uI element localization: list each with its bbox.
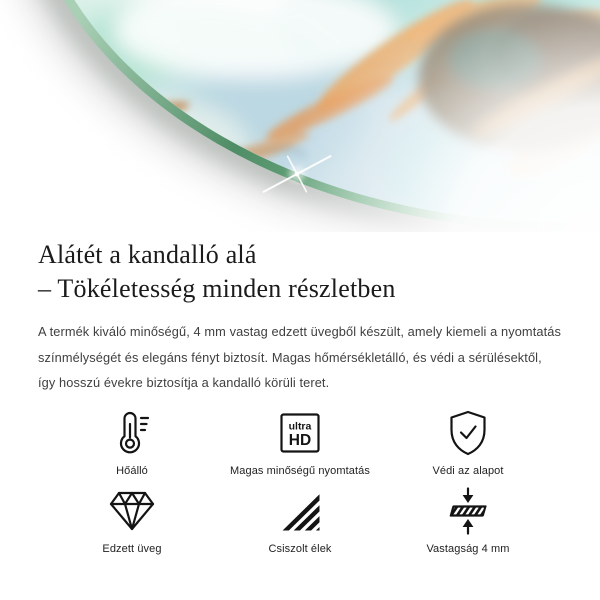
product-description: A termék kiváló minőségű, 4 mm vastag edzett üvegből készült, amely kiemeli a nyomtatás színmélységét és elegáns fényt biztosít. Magas hőmérsékletálló, és védi a sérülésektől, így hosszú évekre biztosítja a kandalló körüli teret.	[38, 324, 561, 390]
product-description-section	[0, 238, 600, 555]
feature-hd-print	[216, 410, 384, 477]
feature-label: Vastagság 4 mm	[426, 542, 510, 555]
glass-disc-photo	[0, 0, 600, 232]
page-title-line2: – Tökéletesség minden részletben	[38, 274, 396, 303]
feature-thickness	[384, 488, 552, 555]
photo-fade	[0, 0, 600, 232]
feature-base-protection	[384, 410, 552, 477]
feature-label: Csiszolt élek	[268, 542, 332, 555]
page-title-line1: Alátét a kandalló alá	[38, 240, 257, 269]
feature-label: Védi az alapot	[432, 464, 504, 477]
page-title	[38, 238, 562, 306]
ultra-hd-icon	[278, 410, 322, 456]
polished-edges-icon	[278, 488, 322, 534]
product-image	[0, 0, 600, 232]
feature-grid	[48, 410, 552, 555]
thickness-icon	[445, 488, 491, 534]
feature-label: Edzett üveg	[102, 542, 162, 555]
feature-label: Magas minőségű nyomtatás	[230, 464, 370, 477]
feature-polished-edges	[216, 488, 384, 555]
diamond-icon	[109, 488, 155, 534]
svg-text:ultra: ultra	[288, 420, 312, 432]
svg-text:HD: HD	[288, 431, 312, 449]
feature-tempered-glass	[48, 488, 216, 555]
feature-label: Hőálló	[116, 464, 148, 477]
feature-heat-resistant	[48, 410, 216, 477]
thermometer-icon	[110, 410, 154, 456]
shield-check-icon	[446, 410, 490, 456]
